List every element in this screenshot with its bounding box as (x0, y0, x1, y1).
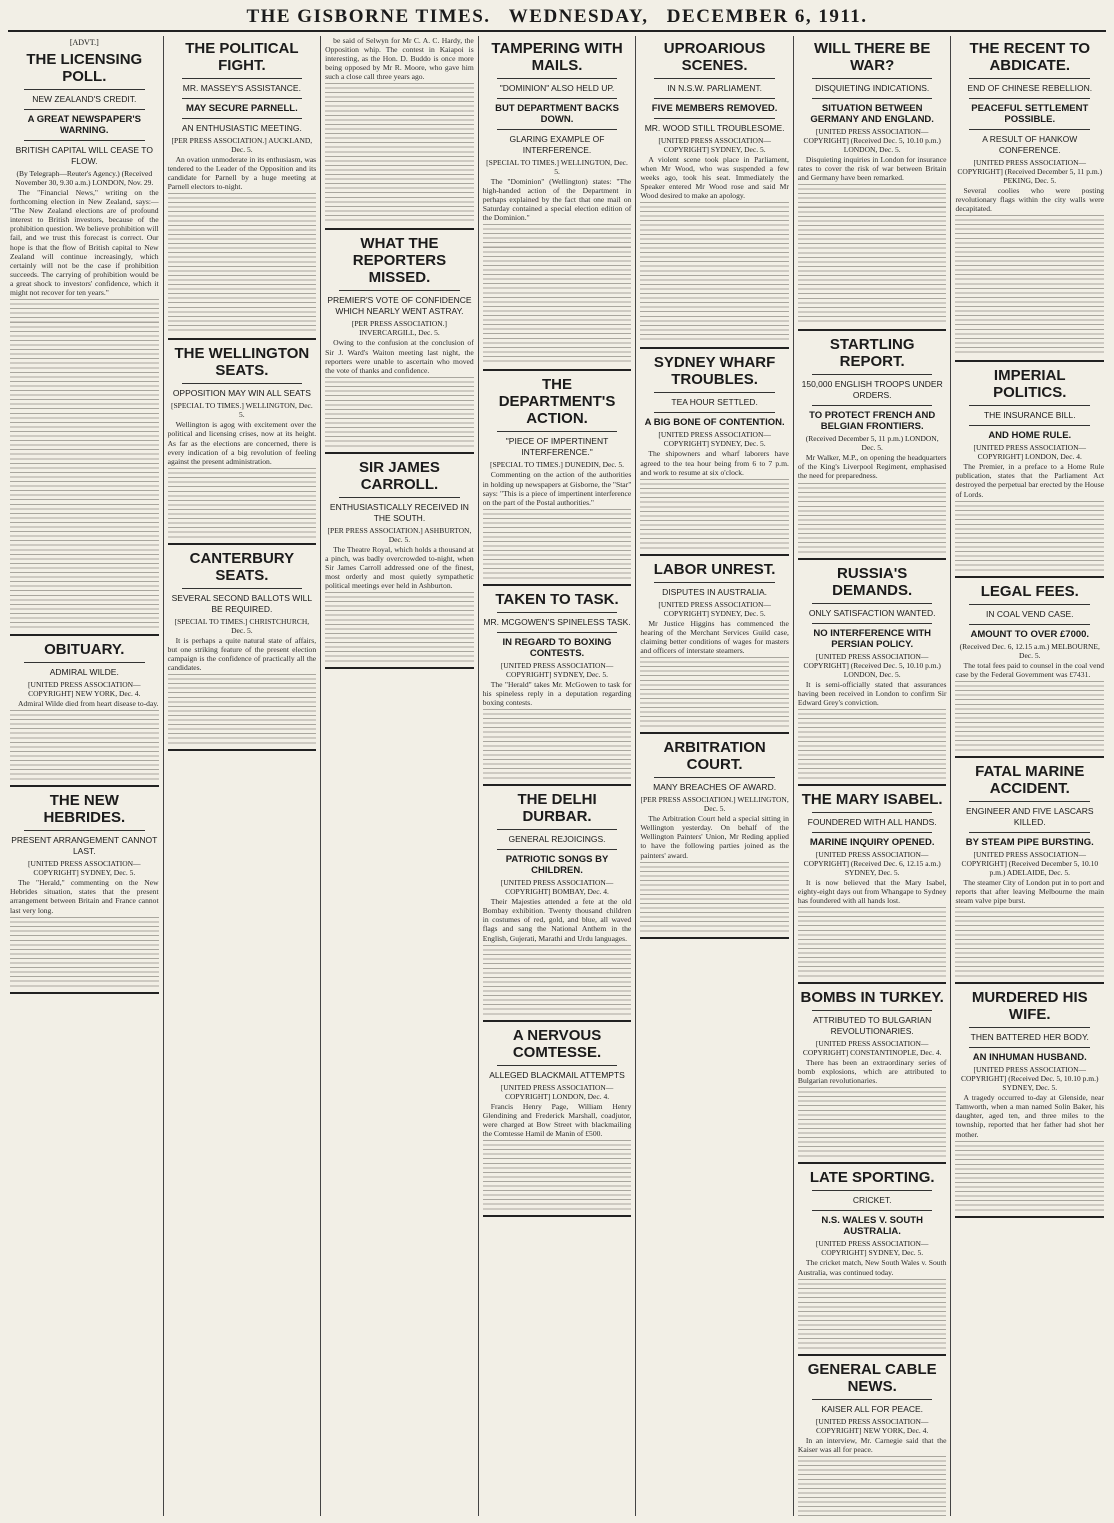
dateline: [UNITED PRESS ASSOCIATION—COPYRIGHT] NEW YORK, Dec. 4. (28, 680, 141, 699)
article-separator (483, 584, 632, 586)
newsprint-texture (483, 709, 632, 779)
divider (969, 801, 1090, 802)
article-separator (10, 785, 159, 787)
article (798, 1361, 947, 1516)
dateline: [UNITED PRESS ASSOCIATION—COPYRIGHT] (Received Dec. 6, 12.15 a.m.) SYDNEY, Dec. 5. (803, 849, 941, 877)
subheadline: TEA HOUR SETTLED. (671, 397, 758, 408)
headline: THE WELLINGTON SEATS. (174, 345, 310, 380)
newsprint-texture (955, 681, 1104, 751)
subheadline: FIVE MEMBERS REMOVED. (651, 103, 778, 114)
article (798, 565, 947, 786)
subheadline: TO PROTECT FRENCH AND BELGIAN FRONTIERS. (809, 410, 936, 433)
dateline: [SPECIAL TO TIMES.] CHRISTCHURCH, Dec. 5. (174, 616, 310, 635)
article (483, 1027, 632, 1217)
newsprint-texture (10, 917, 159, 987)
subheadline: THE INSURANCE BILL. (983, 410, 1076, 421)
masthead (8, 4, 1106, 32)
subheadline: END OF CHINESE REBELLION. (967, 83, 1093, 93)
newsprint-texture (483, 1140, 632, 1210)
dateline: [PER PRESS ASSOCIATION.] WELLINGTON, Dec. 5. (640, 795, 789, 814)
article-separator (798, 982, 947, 984)
divider (24, 662, 145, 663)
dateline: [UNITED PRESS ASSOCIATION—COPYRIGHT] SYDNEY, Dec. 5. (500, 660, 614, 679)
article-separator (955, 1216, 1104, 1218)
divider (969, 1027, 1090, 1028)
article (325, 36, 474, 230)
divider (654, 412, 775, 413)
article (483, 591, 632, 786)
article (798, 791, 947, 984)
dateline: (Received December 5, 11 p.m.) LONDON, Dec. 5. (805, 434, 939, 453)
subheadline: SEVERAL SECOND BALLOTS WILL BE REQUIRED. (171, 592, 313, 614)
divider (339, 497, 460, 498)
newsprint-texture (10, 299, 159, 629)
column-5 (636, 36, 794, 1516)
headline: THE POLITICAL FIGHT. (185, 40, 299, 74)
subheadline: AND HOME RULE. (988, 430, 1072, 442)
article (10, 792, 159, 993)
divider (339, 290, 460, 291)
divider (969, 405, 1090, 406)
divider (969, 98, 1090, 99)
divider (497, 129, 618, 130)
article (955, 583, 1104, 758)
dateline: [UNITED PRESS ASSOCIATION—COPYRIGHT] SYDNEY, Dec. 5. (658, 599, 771, 618)
column-3 (321, 36, 479, 1516)
newsprint-texture (798, 907, 947, 977)
dateline: [SPECIAL TO TIMES.] WELLINGTON, Dec. 5. (486, 158, 628, 176)
newsprint-texture (955, 501, 1104, 571)
divider (654, 98, 775, 99)
newsprint-texture (640, 657, 789, 727)
article-body: Mr Justice Higgins has commenced the hearing of the Merchant Services Guild case, claiming better conditions of wages for masters and officers of interstate steamers. (640, 618, 789, 656)
subheadline: BY STEAM PIPE BURSTING. (965, 836, 1094, 848)
subheadline: CRICKET. (852, 1195, 892, 1206)
subheadline: GLARING EXAMPLE OF INTERFERENCE. (509, 134, 605, 155)
divider (24, 89, 145, 90)
subheadline: THEN BATTERED HER BODY. (970, 1032, 1089, 1043)
article-body: Their Majesties attended a fete at the old Bombay exhibition. Twenty thousand children in costumes of red, gold, and blue, all waved flags and sang the National Anthem in the English, Gujerati, Marathi and Urdu languages. (482, 897, 632, 943)
subheadline: PEACEFUL SETTLEMENT POSSIBLE. (971, 103, 1089, 125)
subheadline: ALLEGED BLACKMAIL ATTEMPTS (489, 1069, 625, 1080)
divider (812, 812, 933, 813)
article-separator (10, 634, 159, 636)
dateline: [UNITED PRESS ASSOCIATION—COPYRIGHT] BOMBAY, Dec. 4. (500, 878, 614, 897)
headline: BOMBS IN TURKEY. (800, 989, 944, 1007)
divider (812, 1190, 933, 1191)
divider (182, 98, 303, 99)
article-separator (798, 1162, 947, 1164)
subheadline: "DOMINION" ALSO HELD UP. (499, 83, 615, 93)
divider (812, 78, 933, 79)
divider (969, 78, 1090, 79)
headline: SIR JAMES CARROLL. (359, 458, 440, 493)
subheadline: AN ENTHUSIASTIC MEETING. (181, 123, 302, 133)
divider (24, 830, 145, 831)
subheadline: OPPOSITION MAY WIN ALL SEATS (172, 388, 311, 399)
dateline: (Received Dec. 6, 12.15 a.m.) MELBOURNE, Dec. 5. (959, 641, 1100, 660)
article-body: Wellington is agog with excitement over the political and licensing crises, now at its height. As far as the elections are concerned, there is every indication of a big revolution of feeling against the present administration. (167, 420, 317, 466)
divider (497, 1065, 618, 1066)
headline: LABOR UNREST. (653, 560, 776, 578)
subheadline: ENTHUSIASTICALLY RECEIVED IN THE SOUTH. (329, 501, 469, 523)
subheadline: ONLY SATISFACTION WANTED. (808, 607, 936, 618)
subheadline: BUT DEPARTMENT BACKS DOWN. (495, 103, 619, 125)
article (955, 989, 1104, 1217)
article (798, 336, 947, 559)
headline: LATE SPORTING. (809, 1169, 935, 1187)
newsprint-texture (168, 674, 317, 744)
issue-day: WEDNESDAY, (508, 6, 649, 27)
article (640, 354, 789, 555)
newsprint-texture (798, 1279, 947, 1349)
newsprint-texture (798, 1087, 947, 1157)
subheadline: ENGINEER AND FIVE LASCARS KILLED. (965, 805, 1094, 827)
dateline: [UNITED PRESS ASSOCIATION—COPYRIGHT] (Received Dec. 5, 10.10 p.m.) SYDNEY, Dec. 5. (961, 1065, 1099, 1093)
article-separator (168, 543, 317, 545)
headline: STARTLING REPORT. (829, 336, 915, 371)
article-body: The cricket match, New South Wales v. South Australia, was continued today. (797, 1258, 947, 1277)
article (168, 40, 317, 340)
article-body: The shipowners and wharf laborers have agreed to the tea hour being from 6 to 7 p.m. and work to resume at six o'clock. (640, 449, 789, 477)
subheadline: ATTRIBUTED TO BULGARIAN REVOLUTIONARIES. (813, 1015, 932, 1037)
article-separator (955, 576, 1104, 578)
subheadline: 150,000 ENGLISH TROOPS UNDER ORDERS. (801, 379, 943, 401)
article-separator (798, 329, 947, 331)
advertisement-tag: [ADVT.] (69, 38, 99, 47)
newsprint-texture (483, 509, 632, 579)
article (168, 345, 317, 544)
headline: THE RECENT TO ABDICATE. (969, 40, 1091, 74)
headline: SYDNEY WHARF TROUBLES. (653, 354, 776, 389)
headline: GENERAL CABLE NEWS. (807, 1360, 937, 1395)
newsprint-texture (798, 709, 947, 779)
article-separator (325, 667, 474, 669)
newsprint-texture (168, 468, 317, 538)
subheadline: IN COAL VEND CASE. (985, 608, 1074, 619)
headline: MURDERED HIS WIFE. (971, 989, 1088, 1024)
newsprint-texture (955, 907, 1104, 977)
article-separator (798, 558, 947, 560)
article (955, 367, 1104, 577)
article-body: Francis Henry Page, William Henry Glendining and Frederick Marshall, coadjutor, were charged at Bow Street with blackmailing the Comtesse Hamil de Manin of £500. (482, 1101, 632, 1138)
subheadline: AN INHUMAN HUSBAND. (972, 1052, 1087, 1064)
headline: TAMPERING WITH MAILS. (491, 40, 623, 74)
headline: THE NEW HEBRIDES. (43, 792, 126, 827)
subheadline: A RESULT OF HANKOW CONFERENCE. (982, 134, 1078, 155)
article-body: In an interview, Mr. Carnegie said that the Kaiser was all for peace. (797, 1435, 947, 1454)
subheadline: MAY SECURE PARNELL. (186, 103, 298, 114)
article-separator (640, 732, 789, 734)
article-body: It is semi-officially stated that assurances having been received in London to confirm Sir Edward Grey's conviction. (797, 679, 947, 707)
article-body: The total fees paid to counsel in the coal vend case by the Federal Government was £7431. (955, 660, 1105, 679)
divider (969, 624, 1090, 625)
article (10, 38, 159, 636)
headline: WILL THERE BE WAR? (813, 40, 931, 74)
article-body: The steamer City of London put in to port and reports that after leaving Melbourne the main steam valve pipe burst. (955, 877, 1105, 906)
column-2 (164, 36, 322, 1516)
article-body: Mr Walker, M.P., on opening the headquarters of the King's Liverpool Regiment, emphasised the need for preparedness. (797, 453, 947, 481)
article (10, 641, 159, 787)
article-separator (955, 982, 1104, 984)
dateline: [PER PRESS ASSOCIATION.] ASHBURTON, Dec. 5. (327, 525, 472, 544)
dateline: [UNITED PRESS ASSOCIATION—COPYRIGHT] LONDON, Dec. 4. (973, 443, 1087, 462)
article-separator (955, 756, 1104, 758)
subheadline: MR. MASSEY'S ASSISTANCE. (182, 83, 301, 93)
divider (812, 603, 933, 604)
divider (812, 623, 933, 624)
divider (969, 425, 1090, 426)
article-separator (325, 452, 474, 454)
dateline: [UNITED PRESS ASSOCIATION—COPYRIGHT] SYDNEY, Dec. 5. (28, 859, 141, 878)
article-separator (640, 347, 789, 349)
dateline: [UNITED PRESS ASSOCIATION—COPYRIGHT] (Received Dec. 5, 10.10 p.m.) LONDON, Dec. 5. (803, 127, 941, 154)
article-body: The Theatre Royal, which holds a thousand at a pinch, was badly overcrowded to-night, when Sir James Carroll addressed one of the finest, most orderly and most quietly sympathetic political meetings ever held in Ashburton. (325, 544, 474, 591)
subheadline: MANY BREACHES OF AWARD. (653, 782, 777, 793)
divider (182, 588, 303, 589)
dateline: [UNITED PRESS ASSOCIATION—COPYRIGHT] NEW YORK, Dec. 4. (815, 1416, 929, 1435)
article-body: Several coolies who were posting revolutionary flags within the city walls were decapitated. (955, 186, 1105, 214)
newsprint-texture (483, 224, 632, 364)
subheadline: PREMIER'S VOTE OF CONFIDENCE WHICH NEARLY WENT ASTRAY. (327, 295, 472, 317)
subheadline: "PIECE OF IMPERTINENT INTERFERENCE." (505, 436, 609, 458)
article (798, 40, 947, 331)
subheadline: DISPUTES IN AUSTRALIA. (662, 586, 768, 597)
newsprint-texture (325, 377, 474, 447)
article (955, 763, 1104, 984)
newsprint-texture (955, 215, 1104, 355)
divider (969, 1047, 1090, 1048)
newsprint-texture (640, 202, 789, 342)
article (168, 550, 317, 751)
headline: THE LICENSING POLL. (26, 51, 143, 85)
dateline: [PER PRESS ASSOCIATION.] AUCKLAND, Dec. 5. (171, 136, 313, 154)
newsprint-texture (325, 83, 474, 223)
divider (182, 383, 303, 384)
article (640, 40, 789, 349)
column-4 (479, 36, 637, 1516)
dateline: [UNITED PRESS ASSOCIATION—COPYRIGHT] LONDON, Dec. 4. (500, 1082, 614, 1101)
headline: WHAT THE REPORTERS MISSED. (352, 235, 447, 287)
article (640, 739, 789, 938)
divider (969, 832, 1090, 833)
divider (812, 405, 933, 406)
newsprint-texture (640, 862, 789, 932)
article (483, 376, 632, 585)
article (483, 40, 632, 371)
article-separator (640, 937, 789, 939)
dateline: [UNITED PRESS ASSOCIATION—COPYRIGHT] (Received Dec. 5, 10.10 p.m.) LONDON, Dec. 5. (803, 651, 941, 679)
article-body: The "Dominion" (Wellington) states: "The high-handed action of the Department in perhaps explained by the fact that one mail on Saturday contained a special election edition of the Dominion." (482, 177, 632, 223)
subheadline: DISQUIETING INDICATIONS. (815, 83, 930, 93)
article (483, 791, 632, 1021)
subheadline: MR. MCGOWEN'S SPINELESS TASK. (483, 616, 631, 627)
headline: LEGAL FEES. (980, 582, 1079, 600)
article-body: It is now believed that the Mary Isabel, eighty-eight days out from Whangape to Sydney has foundered with all hands lost. (797, 877, 947, 906)
article-separator (168, 749, 317, 751)
divider (812, 1010, 933, 1011)
article-separator (798, 1354, 947, 1356)
article-body: The "Herald," commenting on the New Hebrides situation, states that the present arrangement between Britain and France cannot last very long. (10, 878, 159, 915)
dateline: [UNITED PRESS ASSOCIATION—COPYRIGHT] SYDNEY, Dec. 5. (658, 430, 771, 449)
article-body: Commenting on the action of the authorities in holding up newspapers at Gisborne, the "Star" says: "This is a piece of impertinent interference on the part of the Postal authorities." (482, 470, 632, 507)
article-separator (640, 554, 789, 556)
article (955, 40, 1104, 362)
divider (812, 1399, 933, 1400)
newsprint-texture (325, 592, 474, 662)
headline: THE DEPARTMENT'S ACTION. (498, 376, 616, 428)
dateline: [UNITED PRESS ASSOCIATION—COPYRIGHT] (Received December 5, 11 p.m.) PEKING, Dec. 5. (957, 158, 1103, 185)
subheadline: GENERAL REJOICINGS. (508, 834, 606, 845)
article-separator (483, 1020, 632, 1022)
headline: TAKEN TO TASK. (495, 590, 619, 608)
subheadline: FOUNDERED WITH ALL HANDS. (807, 816, 937, 827)
article-body: be said of Selwyn for Mr C. A. C. Hardy, the Opposition whip. The contest in Kaiapoi is interesting, as the Hon. D. Buddo is once more being opposed by Mr R. Moore, who gave him such a close call three years ago. (325, 36, 474, 82)
article (325, 235, 474, 453)
article (798, 1169, 947, 1355)
subheadline: SITUATION BETWEEN GERMANY AND ENGLAND. (810, 103, 934, 125)
subheadline: A BIG BONE OF CONTENTION. (644, 417, 785, 429)
headline: A NERVOUS COMTESSE. (512, 1026, 602, 1061)
article-separator (798, 784, 947, 786)
article-separator (10, 992, 159, 994)
divider (654, 392, 775, 393)
article-body: It is perhaps a quite natural state of affairs, but one striking feature of the present election campaign is the confidence of practically all the candidates. (167, 635, 317, 673)
article (798, 989, 947, 1164)
subheadline: NO INTERFERENCE WITH PERSIAN POLICY. (813, 627, 932, 650)
headline: RUSSIA'S DEMANDS. (832, 564, 913, 599)
column-1 (6, 36, 164, 1516)
headline: IMPERIAL POLITICS. (993, 367, 1067, 402)
article-body: There has been an extraordinary series of bomb explosions, which are attributed to Bulgarian revolutionaries. (797, 1058, 947, 1086)
divider (812, 832, 933, 833)
divider (654, 777, 775, 778)
divider (24, 140, 145, 141)
paper-title: THE GISBORNE TIMES. (246, 6, 491, 27)
subheadline: IN REGARD TO BOXING CONTESTS. (502, 636, 612, 659)
newsprint-texture (483, 945, 632, 1015)
article-body: Disquieting inquiries in London for insurance rates to cover the risk of war between Britain and Germany have been remarked. (797, 155, 947, 183)
article (325, 459, 474, 669)
divider (654, 118, 775, 119)
subheadline: AMOUNT TO OVER £7000. (970, 628, 1090, 640)
divider (497, 612, 618, 613)
divider (654, 582, 775, 583)
article-body: An ovation unmoderate in its enthusiasm, was tendered to the Leader of the Opposition and its candidate for Parnell by a huge meeting at Parnell electors to-night. (167, 155, 317, 192)
article-body: The Premier, in a preface to a Home Rule publication, states that the Parliament Act destroyed the perpetual bar erected by the House of Lords. (955, 462, 1105, 499)
article-body: Admiral Wilde died from heart disease to-day. (18, 699, 159, 709)
article (640, 561, 789, 734)
subheadline: ADMIRAL WILDE. (49, 667, 119, 678)
headline: CANTERBURY SEATS. (189, 549, 295, 584)
subheadline: KAISER ALL FOR PEACE. (821, 1403, 924, 1414)
article-body: Owing to the confusion at the conclusion of Sir J. Ward's Waiton meeting last night, the reporters were unable to ascertain who moved the vote of thanks and confidence. (325, 338, 474, 375)
article-separator (955, 360, 1104, 362)
divider (497, 829, 618, 830)
dateline: [PER PRESS ASSOCIATION.] INVERCARGILL, Dec. 5. (351, 319, 448, 338)
divider (497, 98, 618, 99)
article-body: The "Financial News," writing on the forthcoming election in New Zealand, says:— "The New Zealand elections are of profound interest to British investors, because of the prohibition question. We believe prohibition will fail, and we trust this forecast is correct. Our hope is that the flow of British capital to New Zealand will continue increasingly, which certainly will not be the case if prohibition succeeds. The carrying of prohibition would be a great shock to investors' confidence, which it might not recover for ten years." (10, 188, 159, 298)
dateline: [UNITED PRESS ASSOCIATION—COPYRIGHT] SYDNEY, Dec. 5. (658, 136, 771, 154)
dateline: [UNITED PRESS ASSOCIATION—COPYRIGHT] CONSTANTINOPLE, Dec. 4. (802, 1039, 942, 1058)
newsprint-texture (955, 1141, 1104, 1211)
article-body: A tragedy occurred to-day at Glenside, near Tamworth, when a man named Solin Baker, his daughter, aged ten, and three miles to the township, reported that her father had shot her mother. (955, 1093, 1105, 1139)
newsprint-texture (640, 479, 789, 549)
divider (497, 78, 618, 79)
divider (182, 78, 303, 79)
divider (497, 849, 618, 850)
article-body: A violent scene took place in Parliament, when Mr Wood, who was suspended a few weeks ago, took his seat. Immediately the Speaker entered Mr Wood rose and said Mr Wood desired to make an apology. (640, 155, 789, 201)
column-6 (794, 36, 952, 1516)
subheadline: PRESENT ARRANGEMENT CANNOT LAST. (11, 835, 158, 857)
headline: THE MARY ISABEL. (801, 790, 943, 808)
divider (182, 118, 303, 119)
dateline: [SPECIAL TO TIMES.] WELLINGTON, Dec. 5. (171, 401, 313, 420)
dateline: [SPECIAL TO TIMES.] DUNEDIN, Dec. 5. (489, 460, 625, 470)
headline: FATAL MARINE ACCIDENT. (975, 762, 1085, 797)
divider (654, 78, 775, 79)
dateline: [UNITED PRESS ASSOCIATION—COPYRIGHT] (Received December 5, 10.10 p.m.) ADELAIDE, Dec. 5. (961, 849, 1099, 877)
article-separator (325, 228, 474, 230)
headline: OBITUARY. (44, 641, 125, 659)
headline: UPROARIOUS SCENES. (663, 40, 766, 74)
divider (497, 632, 618, 633)
article-body: The Arbitration Court held a special sitting in Wellington yesterday. On behalf of the Wellington Painters' Union, Mr Reding applied to have the following parties joined as the painters' award. (640, 814, 789, 860)
subheadline: MR. WOOD STILL TROUBLESOME. (644, 123, 785, 133)
article-separator (483, 784, 632, 786)
newspaper-columns (6, 36, 1108, 1516)
divider (969, 604, 1090, 605)
headline: ARBITRATION COURT. (663, 739, 766, 774)
newsprint-texture (798, 184, 947, 324)
divider (497, 431, 618, 432)
divider (812, 1210, 933, 1211)
article-separator (483, 369, 632, 371)
subheadline: BRITISH CAPITAL WILL CEASE TO FLOW. (15, 145, 153, 166)
subheadline: NEW ZEALAND'S CREDIT. (32, 94, 137, 104)
column-7 (951, 36, 1108, 1516)
subheadline: IN N.S.W. PARLIAMENT. (667, 83, 762, 93)
dateline: (By Telegraph—Reuter's Agency.) (Received November 30, 9.30 a.m.) LONDON, Nov. 29. (15, 169, 154, 187)
dateline: [UNITED PRESS ASSOCIATION—COPYRIGHT] SYDNEY, Dec. 5. (815, 1239, 929, 1258)
divider (24, 109, 145, 110)
subheadline: PATRIOTIC SONGS BY CHILDREN. (505, 854, 609, 877)
newsprint-texture (798, 1456, 947, 1516)
divider (812, 98, 933, 99)
divider (969, 129, 1090, 130)
issue-date: DECEMBER 6, 1911. (666, 6, 868, 27)
subheadline: A GREAT NEWSPAPER'S WARNING. (27, 114, 142, 136)
newsprint-texture (10, 710, 159, 780)
newsprint-texture (168, 193, 317, 333)
subheadline: N.S. WALES V. SOUTH AUSTRALIA. (821, 1215, 923, 1238)
article-separator (483, 1215, 632, 1217)
article-separator (168, 338, 317, 340)
divider (812, 374, 933, 375)
article-body: The "Herald" takes Mr. McGowen to task for his spineless reply in a deputation regarding boxing contests. (482, 679, 632, 708)
subheadline: MARINE INQUIRY OPENED. (809, 836, 935, 848)
newsprint-texture (798, 483, 947, 553)
headline: THE DELHI DURBAR. (517, 791, 597, 826)
